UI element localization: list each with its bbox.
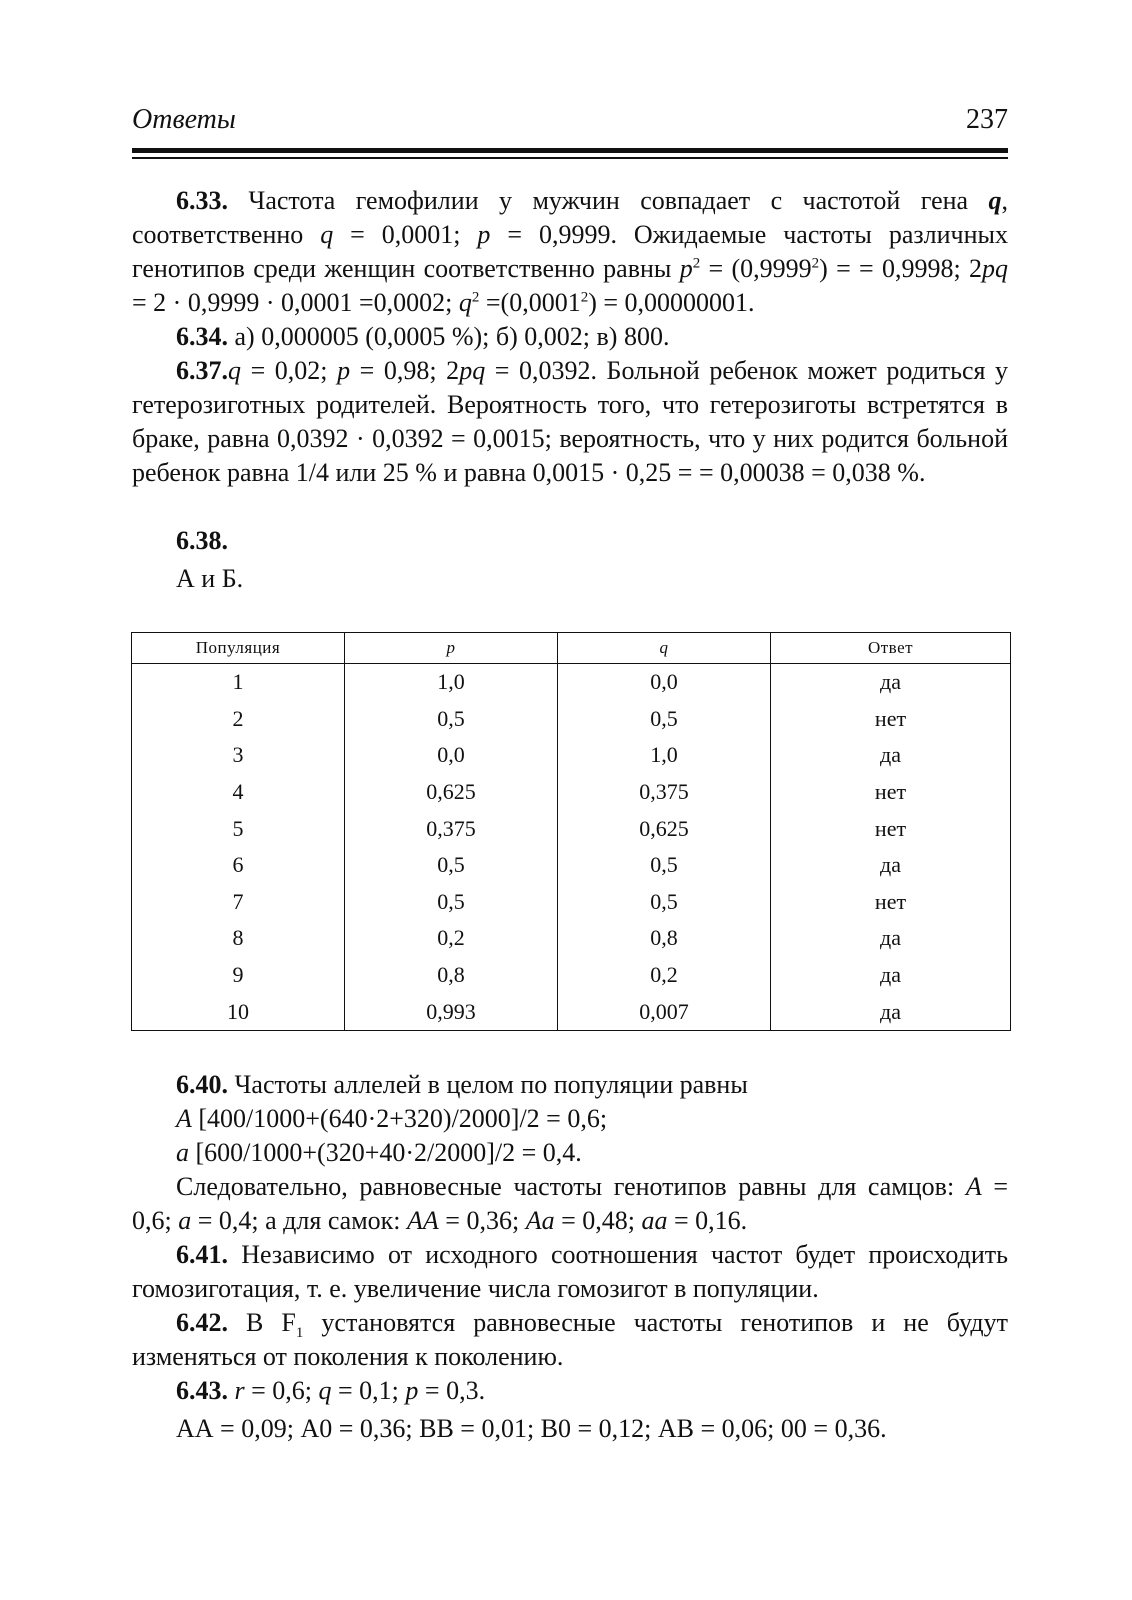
- var: A: [965, 1172, 982, 1201]
- cell: 0,625: [558, 810, 771, 847]
- cell: 3: [132, 737, 345, 774]
- header-answer: Ответ: [771, 633, 1011, 664]
- table-row: [132, 847, 1011, 884]
- cell: нет: [771, 884, 1011, 921]
- superscript: 2: [580, 289, 589, 306]
- page-number: 237: [966, 104, 1008, 135]
- genotype-table: [131, 632, 1011, 1031]
- table-row: [132, 957, 1011, 994]
- answer-6-37: [132, 354, 1008, 490]
- table-row: [132, 664, 1011, 701]
- header-rule-thin: [132, 157, 1008, 159]
- cell: 1,0: [558, 737, 771, 774]
- cell: 0,2: [558, 957, 771, 994]
- cell: да: [771, 993, 1011, 1030]
- text: Частоты аллелей в целом по популяции равны: [228, 1070, 748, 1099]
- answer-6-38: [132, 524, 1008, 596]
- cell: 0,007: [558, 993, 771, 1030]
- text: = 0,3.: [418, 1376, 486, 1405]
- formula-a: [132, 1136, 1008, 1170]
- cell: нет: [771, 774, 1011, 811]
- text: Частота гемофилии у мужчин совпадает с частотой гена: [228, 186, 989, 215]
- answer-number: 6.43.: [176, 1376, 228, 1405]
- header-population: Популяция: [132, 633, 345, 664]
- cell: да: [771, 920, 1011, 957]
- cell: 4: [132, 774, 345, 811]
- text: ) = 0,00000001.: [588, 288, 755, 317]
- cell: 5: [132, 810, 345, 847]
- answer-number: 6.40.: [176, 1070, 228, 1099]
- text: а) 0,000005 (0,0005 %); б) 0,002; в) 800.: [228, 322, 670, 351]
- cell: 2: [132, 701, 345, 738]
- answer-intro: [132, 1068, 1008, 1102]
- text: установятся равновесные частоты генотипов и не будут изменяться от поколения к поколению.: [132, 1308, 1008, 1371]
- text: =(0,0001: [479, 288, 581, 317]
- table-row: [132, 920, 1011, 957]
- header-q: q: [558, 633, 771, 664]
- cell: 6: [132, 847, 345, 884]
- answer-number: 6.38.: [176, 526, 228, 555]
- table-row: [132, 884, 1011, 921]
- cell: 0,5: [345, 847, 558, 884]
- header-rule-thick: [132, 148, 1008, 153]
- text: = 0,1;: [331, 1376, 406, 1405]
- text: Независимо от исходного соотношения частот будет происходить гомозиготация, т. е. увеличение числа гомозигот в популяции.: [132, 1240, 1008, 1303]
- table-row: [132, 810, 1011, 847]
- var: r: [234, 1376, 245, 1405]
- cell: 0,375: [558, 774, 771, 811]
- var: A: [176, 1104, 192, 1133]
- text: , соответственно: [132, 186, 1008, 249]
- table-row: [132, 701, 1011, 738]
- cell: 0,0: [558, 664, 771, 701]
- cell: нет: [771, 810, 1011, 847]
- cell: 0,375: [345, 810, 558, 847]
- cell: да: [771, 664, 1011, 701]
- answer-number: 6.41.: [176, 1240, 228, 1269]
- cell: 0,625: [345, 774, 558, 811]
- cell: 0,0: [345, 737, 558, 774]
- text: = 0,36;: [438, 1206, 526, 1235]
- text: [400/1000+(640·2+320)/2000]/2 = 0,6;: [191, 1104, 608, 1133]
- cell: нет: [771, 701, 1011, 738]
- cell: 1: [132, 664, 345, 701]
- answer-6-33: [132, 184, 1008, 320]
- answer-number: 6.42.: [176, 1308, 228, 1337]
- cell: да: [771, 847, 1011, 884]
- cell: 0,2: [345, 920, 558, 957]
- cell: 7: [132, 884, 345, 921]
- formula-A: [132, 1102, 1008, 1136]
- genotype-frequencies: АА = 0,09; А0 = 0,36; ВВ = 0,01; В0 = 0,12; АВ = 0,06; 00 = 0,36.: [176, 1414, 887, 1443]
- text: Следовательно, равновесные частоты генотипов равны для самцов:: [176, 1172, 966, 1201]
- text: = 0,6;: [244, 1376, 319, 1405]
- conclusion: [132, 1170, 1008, 1238]
- running-header: [132, 104, 1008, 140]
- answer-6-41: [132, 1238, 1008, 1306]
- cell: 9: [132, 957, 345, 994]
- var: Aa: [525, 1206, 555, 1235]
- text: = 0,48;: [554, 1206, 642, 1235]
- text: = 0,9999. Ожидаемые частоты различных генотипов среди женщин соответственно равны: [132, 220, 1008, 283]
- text: = 0,0001;: [333, 220, 478, 249]
- text: = 0,98; 2: [350, 356, 460, 385]
- superscript: 2: [811, 255, 820, 272]
- text: = 0,02;: [241, 356, 338, 385]
- var: q: [988, 186, 1002, 215]
- var: pq: [459, 356, 486, 385]
- section-title: Ответы: [132, 104, 236, 135]
- text: А и Б.: [176, 564, 244, 593]
- var: p: [405, 1376, 419, 1405]
- cell: 8: [132, 920, 345, 957]
- cell: 0,5: [558, 884, 771, 921]
- cell: 10: [132, 993, 345, 1030]
- superscript: 2: [471, 289, 480, 306]
- superscript: 2: [692, 255, 701, 272]
- table-row: [132, 774, 1011, 811]
- var: p: [477, 220, 491, 249]
- text: = 2 · 0,9999 · 0,0001 =0,0002;: [132, 288, 459, 317]
- cell: 0,8: [558, 920, 771, 957]
- answer-vars: [132, 1374, 1008, 1408]
- var: aa: [641, 1206, 668, 1235]
- table-row: [132, 737, 1011, 774]
- text: = 0,4; а для самок:: [191, 1206, 408, 1235]
- answer-6-42: [132, 1306, 1008, 1374]
- var: q: [320, 220, 334, 249]
- var: p: [679, 254, 693, 283]
- text: В F: [228, 1308, 296, 1337]
- answer-6-34: [132, 320, 1008, 354]
- text: = 0,6;: [132, 1172, 1008, 1235]
- header-p: p: [345, 633, 558, 664]
- answer-number: 6.34.: [176, 322, 228, 351]
- cell: 1,0: [345, 664, 558, 701]
- cell: да: [771, 957, 1011, 994]
- var: q: [228, 356, 241, 385]
- var: q: [318, 1376, 332, 1405]
- var: pq: [982, 254, 1008, 283]
- answer-number: 6.33.: [176, 186, 228, 215]
- var: q: [458, 288, 472, 317]
- text: = (0,9999: [700, 254, 812, 283]
- var: p: [337, 356, 351, 385]
- subscript: 1: [295, 1325, 304, 1342]
- text: [600/1000+(320+40·2/2000]/2 = 0,4.: [189, 1138, 582, 1167]
- cell: да: [771, 737, 1011, 774]
- cell: 0,5: [558, 847, 771, 884]
- answer-number: 6.37.: [176, 356, 228, 385]
- var: a: [178, 1206, 192, 1235]
- cell: 0,5: [345, 701, 558, 738]
- text: ) = = 0,9998; 2: [819, 254, 982, 283]
- cell: 0,8: [345, 957, 558, 994]
- answer-6-40: [132, 1068, 1008, 1238]
- table-header-row: [132, 633, 1011, 664]
- cell: 0,5: [558, 701, 771, 738]
- answer-6-43: [132, 1374, 1008, 1446]
- cell: 0,5: [345, 884, 558, 921]
- table-row: [132, 993, 1011, 1030]
- var: a: [176, 1138, 189, 1167]
- text: = 0,0392. Больной ребенок может родиться у гетерозиготных родителей. Вероятность того, что гетерозиготы встретятся в браке, равна 0,0392 · 0,0392 = 0,0015; вероятность, что у них родится больной ребенок равна 1/4 или 25 % и равна 0,0015 · 0,25 = = 0,00038 = 0,038 %.: [132, 356, 1009, 487]
- var: AA: [407, 1206, 439, 1235]
- text: = 0,16.: [667, 1206, 748, 1235]
- cell: 0,993: [345, 993, 558, 1030]
